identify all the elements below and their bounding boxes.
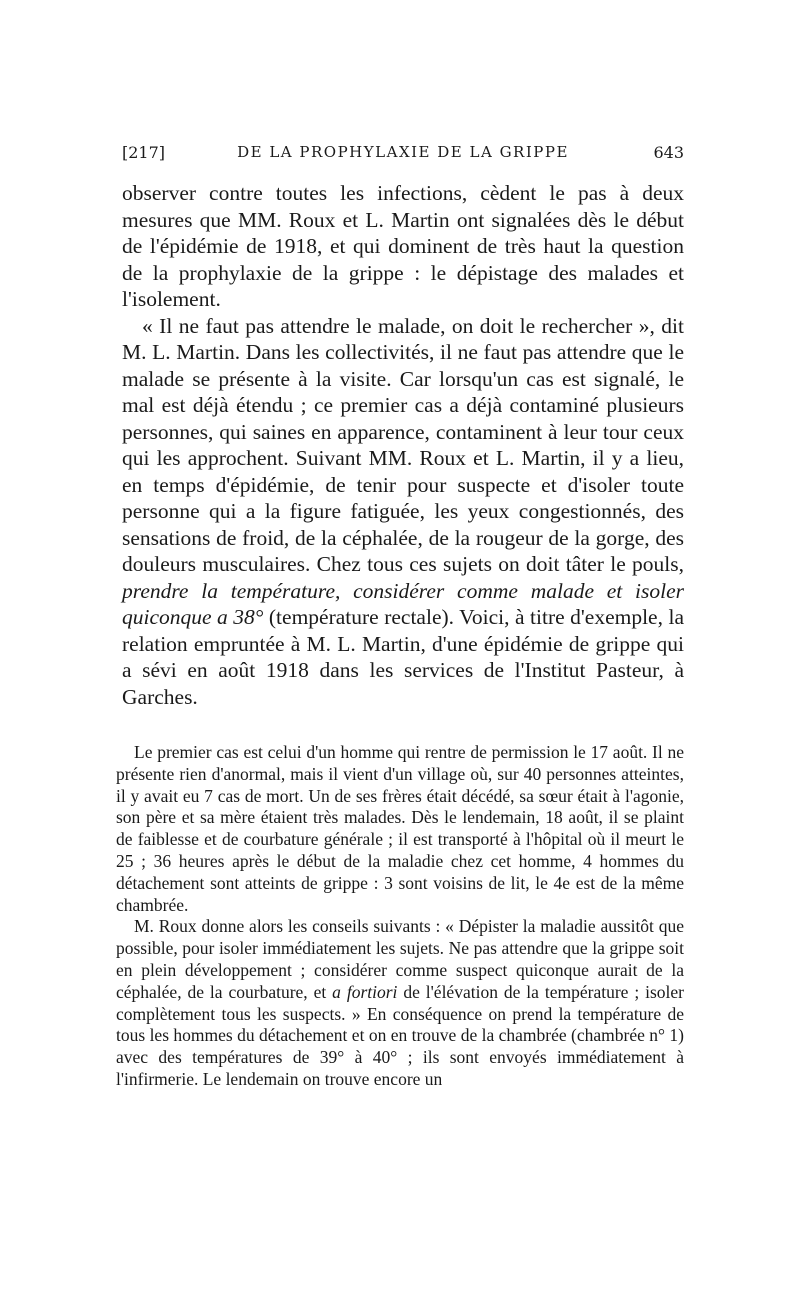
quoted-report bbox=[116, 742, 684, 1091]
quote-paragraph-2-end: de l'élévation de la température ; isoler complètement tous les suspects. » En conséquence on prend la température de tous les hommes du détachement et on en trouve de la chambrée (chambrée n° 1) avec des températures de 39° à 40° ; ils sont envoyés immédiatement à l'infirmerie. Le lendemain on trouve encore un bbox=[116, 981, 685, 1089]
quote-paragraph-2 bbox=[116, 916, 684, 1090]
quote-paragraph-2-italic: a fortiori bbox=[332, 981, 398, 1002]
main-paragraph-2-italic: prendre la température, considérer comme malade et isoler quiconque a 38° bbox=[122, 578, 684, 629]
running-header bbox=[122, 143, 684, 169]
section-number: [217] bbox=[122, 143, 166, 162]
quote-paragraph-1: Le premier cas est celui d'un homme qui rentre de permission le 17 août. Il ne présente rien d'anormal, mais il vient d'un village où, sur 40 personnes atteintes, il y avait eu 7 cas de mort. Un de ses frères était décédé, sa sœur était à l'agonie, son père et sa mère étaient très malades. Dès le lendemain, 18 août, il se plaint de faiblesse et de courbature générale ; il est transporté à l'hôpital où il meurt le 25 ; 36 heures après le début de la maladie chez cet homme, 4 hommes du détachement sont atteints de grippe : 3 sont voisins de lit, le 4e est de la même chambrée. bbox=[116, 742, 684, 915]
running-title: DE LA PROPHYLAXIE DE LA GRIPPE bbox=[237, 143, 569, 161]
main-paragraph-1: observer contre toutes les infections, cèdent le pas à deux mesures que MM. Roux et L. Martin ont signalées dès le début de l'épidémie de 1918, et qui dominent de très haut la question de la prophylaxie de la grippe : le dépistage des malades et l'isolement. bbox=[122, 181, 684, 311]
main-paragraph-2-end: (température rectale). Voici, à titre d'exemple, la relation empruntée à M. L. Martin, d'une épidémie de grippe qui a sévi en août 1918 dans les services de l'Institut Pasteur, à Garches. bbox=[122, 605, 684, 709]
main-paragraph-2-start: « Il ne faut pas attendre le malade, on doit le rechercher », dit M. L. Martin. Dans les collectivités, il ne faut pas attendre que le malade se présente à la visite. Car lorsqu'un cas est signalé, le mal est déjà étendu ; ce premier cas a déjà contaminé plusieurs personnes, qui saines en apparence, contaminent à leur tour ceux qui les approchent. Suivant MM. Roux et L. Martin, il y a lieu, en temps d'épidémie, de tenir pour suspecte et d'isoler toute personne qui a la figure fatiguée, les yeux congestionnés, des sensations de froid, de la céphalée, de la rougeur de la gorge, des douleurs musculaires. Chez tous ces sujets on doit tâter le pouls, bbox=[122, 313, 684, 576]
main-paragraph-2 bbox=[122, 313, 684, 711]
quote-paragraph-2-start: M. Roux donne alors les conseils suivants : « Dépister la maladie aussitôt que possible, pour isoler immédiatement les sujets. Ne pas attendre que la grippe soit en plein développement ; considérer comme suspect quiconque aurait de la céphalée, de la courbature, et bbox=[116, 916, 684, 1002]
page-number: 643 bbox=[653, 143, 684, 162]
main-text bbox=[122, 180, 684, 710]
